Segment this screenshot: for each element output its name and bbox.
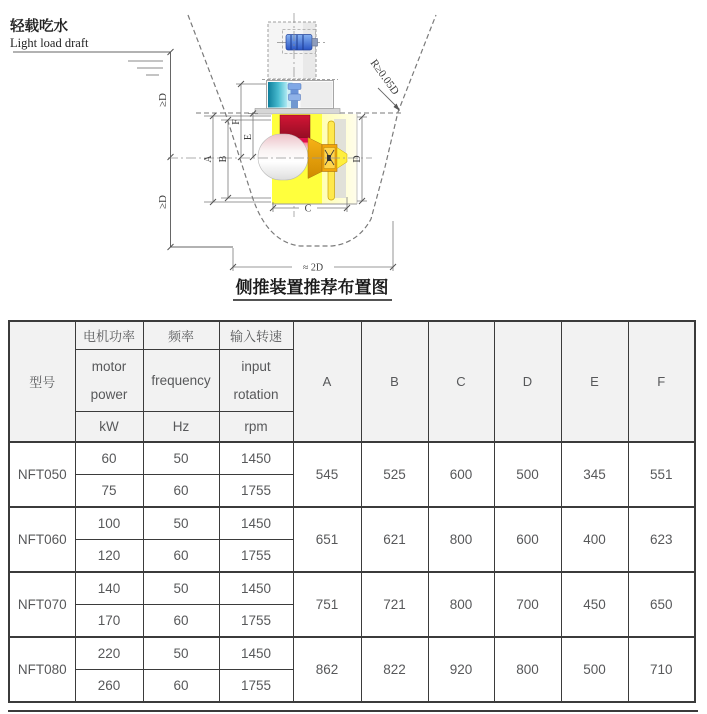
input-rotation-en-header [219,350,293,412]
radius-label: R≥0.05D [367,57,402,98]
model-cell: NFT070 [9,572,75,637]
dim-value-cell: 822 [361,637,428,702]
dim-label-c: C [304,203,312,215]
thruster-layout-diagram [0,0,707,314]
dim-value-cell: 500 [561,637,628,702]
dim-value-cell: 800 [494,637,561,702]
value-cell: 120 [75,540,143,573]
input-rotation-unit-header: rpm [219,412,293,443]
dim-header-b: B [361,321,428,442]
dim-header-a: A [293,321,361,442]
value-cell: 260 [75,670,143,703]
dim-label-a: A [203,155,214,163]
motor-power-en-line2: power [90,386,128,402]
dim-value-cell: 600 [494,507,561,572]
dim-value-cell: 751 [293,572,361,637]
dim-label-ge-d-bottom: ≥D [157,195,169,209]
dim-value-cell: 450 [561,572,628,637]
value-cell: 1755 [219,605,293,638]
dim-header-c: C [428,321,494,442]
draft-label-zh: 轻载吃水 [10,19,68,35]
dim-header-e: E [561,321,628,442]
value-cell: 60 [143,605,219,638]
motor-compartment-shade [303,23,316,79]
input-rotation-en-line2: rotation [233,386,279,402]
value-cell: 1450 [219,572,293,605]
frequency-en-header: frequency [143,350,219,412]
motor-power-en-line1: motor [91,358,127,374]
dim-value-cell: 623 [628,507,695,572]
dim-value-cell: 920 [428,637,494,702]
teal-housing-block [268,82,287,108]
dim-value-cell: 651 [293,507,361,572]
value-cell: 75 [75,475,143,508]
upper-gear-housing [262,80,338,110]
mounting-flange [255,109,340,115]
dim-value-cell: 650 [628,572,695,637]
dim-value-cell: 545 [293,442,361,507]
value-cell: 1450 [219,442,293,475]
value-cell: 220 [75,637,143,670]
input-rotation-en-line1: input [241,358,271,374]
dim-value-cell: 345 [561,442,628,507]
dim-label-2d: ≈ 2D [302,262,324,274]
dim-value-cell: 710 [628,637,695,702]
motor-power-en-header [75,350,143,412]
dim-value-cell: 700 [494,572,561,637]
pod-gondola [258,134,308,180]
dim-value-cell: 525 [361,442,428,507]
spec-table [8,320,696,703]
dim-value-cell: 800 [428,572,494,637]
value-cell: 50 [143,507,219,540]
motor-power-zh-header: 电机功率 [75,321,143,350]
model-cell: NFT060 [9,507,75,572]
model-cell: NFT050 [9,442,75,507]
value-cell: 60 [143,670,219,703]
dim-value-cell: 800 [428,507,494,572]
value-cell: 60 [75,442,143,475]
dim-header-d: D [494,321,561,442]
dim-value-cell: 621 [361,507,428,572]
value-cell: 1450 [219,507,293,540]
dim-value-cell: 500 [494,442,561,507]
value-cell: 60 [143,540,219,573]
table-cut-row-border [8,710,698,712]
dim-value-cell: 600 [428,442,494,507]
dim-label-ge-d-top: ≥D [157,93,169,107]
dim-label-f: F [231,119,242,125]
value-cell: 140 [75,572,143,605]
value-cell: 50 [143,637,219,670]
frequency-unit-header: Hz [143,412,219,443]
dim-value-cell: 551 [628,442,695,507]
value-cell: 100 [75,507,143,540]
draft-label-en: Light load draft [10,36,89,50]
value-cell: 60 [143,475,219,508]
dim-label-b: B [218,155,229,163]
dim-value-cell: 862 [293,637,361,702]
dim-label-d: D [352,155,363,163]
value-cell: 170 [75,605,143,638]
diagram-caption: 侧推装置推荐布置图 [235,278,389,297]
motor-power-unit-header: kW [75,412,143,443]
value-cell: 1755 [219,540,293,573]
frequency-zh-header: 频率 [143,321,219,350]
draft-line-group [13,52,233,247]
value-cell: 1755 [219,670,293,703]
value-cell: 50 [143,442,219,475]
model-header-cell: 型号 [9,321,75,442]
dim-value-cell: 721 [361,572,428,637]
value-cell: 1450 [219,637,293,670]
dim-label-e: E [243,133,254,141]
model-cell: NFT080 [9,637,75,702]
dim-header-f: F [628,321,695,442]
value-cell: 1755 [219,475,293,508]
dim-value-cell: 400 [561,507,628,572]
value-cell: 50 [143,572,219,605]
input-rotation-zh-header: 输入转速 [219,321,293,350]
